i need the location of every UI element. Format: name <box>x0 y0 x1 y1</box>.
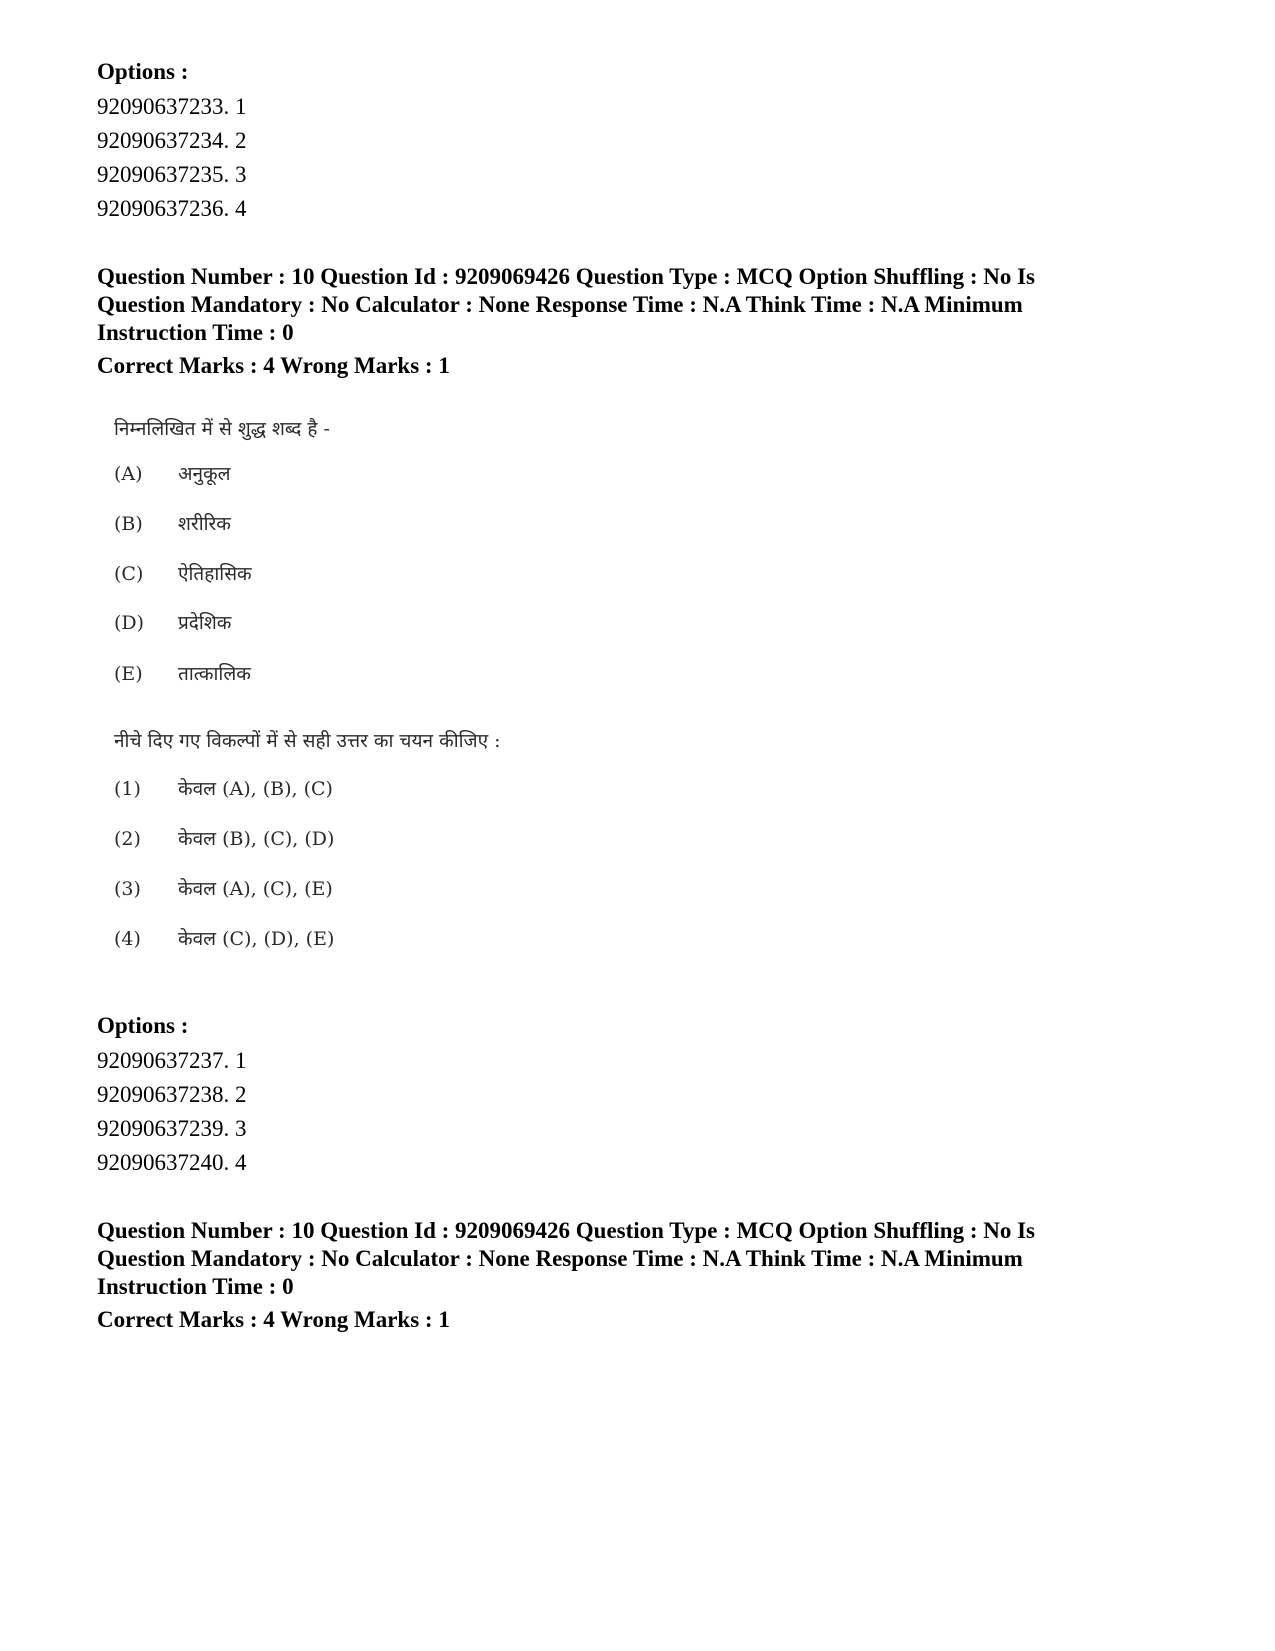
question-choice <box>114 510 231 538</box>
answer-text: केवल (C), (D), (E) <box>178 928 335 950</box>
question-choice <box>114 660 251 688</box>
option-item: 92090637235. 3 <box>97 162 247 187</box>
answer-choice <box>114 825 334 853</box>
answer-key: (3) <box>114 878 141 900</box>
question-choice <box>114 460 231 488</box>
answer-text: केवल (A), (C), (E) <box>178 878 333 900</box>
question-header-line: Question Number : 10 Question Id : 9209069426 Question Type : MCQ Option Shuffling : No Is <box>97 1218 1036 1243</box>
option-item: 92090637233. 1 <box>97 94 247 119</box>
choice-text: ऐतिहासिक <box>178 563 252 585</box>
choice-text: प्रदेशिक <box>178 612 232 634</box>
next-question-header <box>97 1217 1177 1334</box>
question-body <box>108 415 538 1005</box>
answer-choice <box>114 925 334 953</box>
choice-text: अनुकूल <box>178 463 231 485</box>
choice-text: शरीरिक <box>178 513 231 535</box>
question-header-line: Question Mandatory : No Calculator : None Response Time : N.A Think Time : N.A Minimum <box>97 1246 1023 1271</box>
answer-text: केवल (A), (B), (C) <box>178 778 333 800</box>
question-marks: Correct Marks : 4 Wrong Marks : 1 <box>97 353 450 378</box>
answer-choice <box>114 775 333 803</box>
choice-text: तात्कालिक <box>178 663 251 685</box>
option-item: 92090637237. 1 <box>97 1048 247 1073</box>
option-item: 92090637240. 4 <box>97 1150 247 1175</box>
option-item: 92090637238. 2 <box>97 1082 247 1107</box>
top-options-block <box>97 58 1177 226</box>
question-stem: निम्नलिखित में से शुद्ध शब्द है - <box>114 418 330 440</box>
choice-key: (A) <box>114 463 143 485</box>
option-item: 92090637236. 4 <box>97 196 247 221</box>
question-header-line: Question Number : 10 Question Id : 9209069426 Question Type : MCQ Option Shuffling : No Is <box>97 264 1036 289</box>
question-marks: Correct Marks : 4 Wrong Marks : 1 <box>97 1307 450 1332</box>
question-header-line: Instruction Time : 0 <box>97 320 294 345</box>
option-item: 92090637239. 3 <box>97 1116 247 1141</box>
answer-choice <box>114 875 333 903</box>
answer-key: (4) <box>114 928 141 950</box>
answer-text: केवल (B), (C), (D) <box>178 828 335 850</box>
answer-key: (2) <box>114 828 141 850</box>
bottom-options-block <box>97 1012 1177 1180</box>
choice-key: (E) <box>114 663 143 685</box>
question-header-line: Instruction Time : 0 <box>97 1274 294 1299</box>
question-header <box>97 263 1177 380</box>
answer-key: (1) <box>114 778 141 800</box>
choice-key: (B) <box>114 513 143 535</box>
choice-key: (C) <box>114 563 144 585</box>
question-header-line: Question Mandatory : No Calculator : None Response Time : N.A Think Time : N.A Minimum <box>97 292 1023 317</box>
question-choice <box>114 560 252 588</box>
choice-key: (D) <box>114 612 145 634</box>
question-instruction: नीचे दिए गए विकल्पों में से सही उत्तर का चयन कीजिए : <box>114 730 501 752</box>
question-choice <box>114 609 231 637</box>
options-label: Options : <box>97 59 189 84</box>
options-label: Options : <box>97 1013 189 1038</box>
option-item: 92090637234. 2 <box>97 128 247 153</box>
